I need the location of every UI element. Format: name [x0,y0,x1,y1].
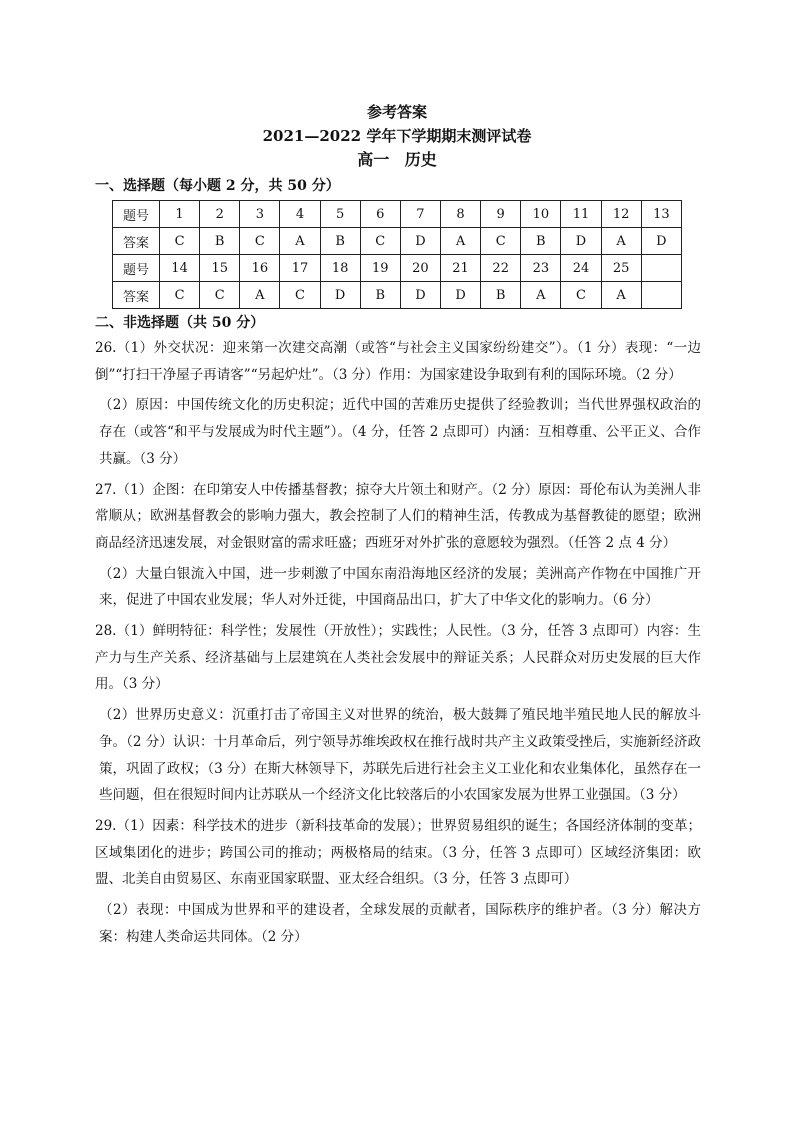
row-label: 题号 [113,255,160,282]
table-cell: A [601,282,641,309]
table-cell: 8 [440,201,480,228]
answer-paragraph: 29.（1）因素：科学技术的进步（新科技革命的发展）；世界贸易组织的诞生；各国经济体制的变革；区域集团化的进步；跨国公司的推动；两极格局的结束。（3 分，任答 3 点即可）区域经济集团：欧盟、北美自由贸易区、东南亚国家联盟、亚太经合组织。（3 分，任答 3 点即可） [95,817,701,888]
table-cell: B [481,282,521,309]
answer-body [95,335,701,954]
table-cell: 4 [280,201,320,228]
table-cell: 6 [360,201,400,228]
table-row [113,228,682,255]
table-cell: C [240,228,280,255]
table-cell: 3 [240,201,280,228]
table-cell: C [160,228,200,255]
table-cell: 5 [320,201,360,228]
table-cell: 17 [280,255,320,282]
answer-paragraph: （2）原因：中国传统文化的历史积淀；近代中国的苦难历史提供了经验教训；当代世界强权政治的存在（或答“和平与发展成为时代主题”）。（4 分，任答 2 点即可）内涵：互相尊重、公平正义、合作共赢。（3 分） [99,397,701,467]
row-label: 答案 [113,228,160,255]
table-cell: B [521,228,561,255]
table-cell: 16 [240,255,280,282]
table-cell: 10 [521,201,561,228]
table-cell: C [160,282,200,309]
table-cell: D [400,282,440,309]
table-cell: A [240,282,280,309]
document-header [0,100,794,172]
section1-heading: 一、选择题（每小题 2 分，共 50 分） [95,178,340,194]
table-cell: C [561,282,601,309]
table-cell: 14 [160,255,200,282]
table-cell: C [360,228,400,255]
table-cell: D [320,282,360,309]
table-cell: 12 [601,201,641,228]
table-cell: 7 [400,201,440,228]
answer-paragraph: （2）世界历史意义：沉重打击了帝国主义对世界的统治，极大鼓舞了殖民地半殖民地人民的解放斗争。（2 分）认识：十月革命后，列宁领导苏维埃政权在推行战时共产主义政策受挫后，实施新经济政策，巩固了政权；（3 分）在斯大林领导下，苏联先后进行社会主义工业化和农业集体化，虽然存在一些问题，但在很短时间内让苏联从一个经济文化比较落后的小农国家发展为世界工业强国。（3 分） [99,707,701,804]
table-cell: D [400,228,440,255]
table-cell: 11 [561,201,601,228]
answer-paragraph: 28.（1）鲜明特征：科学性；发展性（开放性）；实践性；人民性。（3 分，任答 3 点即可）内容：生产力与生产关系、经济基础与上层建筑在人类社会发展中的辩证关系；人民群众对历史发展的巨大作用。（3 分） [95,623,701,693]
table-cell: 15 [200,255,240,282]
row-label: 答案 [113,282,160,309]
table-cell: A [440,228,480,255]
table-cell: C [481,228,521,255]
table-cell [641,282,681,309]
table-cell: 25 [601,255,641,282]
table-cell: B [320,228,360,255]
answer-paragraph: （2）表现：中国成为世界和平的建设者，全球发展的贡献者，国际秩序的维护者。（3 分）解决方案：构建人类命运共同体。（2 分） [99,902,701,945]
answer-paragraph: 26.（1）外交状况：迎来第一次建交高潮（或答“与社会主义国家纷纷建交”）。（1 分）表现：“一边倒”“打扫干净屋子再请客”“另起炉灶”。（3 分）作用：为国家建设争取到有利的国际环境。（2 分） [95,340,701,383]
table-cell: 19 [360,255,400,282]
table-cell: A [601,228,641,255]
table-cell: D [440,282,480,309]
table-cell: A [280,228,320,255]
table-row [113,282,682,309]
section2-heading: 二、非选择题（共 50 分） [95,315,265,331]
table-cell: 13 [641,201,681,228]
table-cell: 24 [561,255,601,282]
table-cell [641,255,681,282]
table-cell: 22 [481,255,521,282]
table-cell: 21 [440,255,480,282]
table-row [113,255,682,282]
table-cell: C [280,282,320,309]
doc-subtitle: 2021—2022 学年下学期期末测评试卷 [262,127,532,145]
table-row [113,201,682,228]
table-cell: 2 [200,201,240,228]
table-cell: D [641,228,681,255]
table-cell: 1 [160,201,200,228]
table-cell: B [360,282,400,309]
row-label: 题号 [113,201,160,228]
answer-paragraph: （2）大量白银流入中国，进一步刺激了中国东南沿海地区经济的发展；美洲高产作物在中国推广开来，促进了中国农业发展；华人对外迁徙，中国商品出口，扩大了中华文化的影响力。（6 分） [99,565,701,609]
answer-paragraph: 27.（1）企图：在印第安人中传播基督教；掠夺大片领土和财产。（2 分）原因：哥伦布认为美洲人非常顺从；欧洲基督教会的影响力强大，教会控制了人们的精神生活，传教成为基督教徒的愿望；欧洲商品经济迅速发展，对金银财富的需求旺盛；西班牙对外扩张的意愿较为强烈。（任答 2 点 4 分） [95,481,701,551]
grade-subject: 高一 历史 [357,150,437,169]
table-cell: 23 [521,255,561,282]
doc-title: 参考答案 [366,103,427,121]
table-cell: B [200,228,240,255]
table-cell: 18 [320,255,360,282]
answer-table [112,200,682,309]
table-cell: 9 [481,201,521,228]
table-cell: 20 [400,255,440,282]
table-cell: A [521,282,561,309]
table-cell: C [200,282,240,309]
table-cell: D [561,228,601,255]
